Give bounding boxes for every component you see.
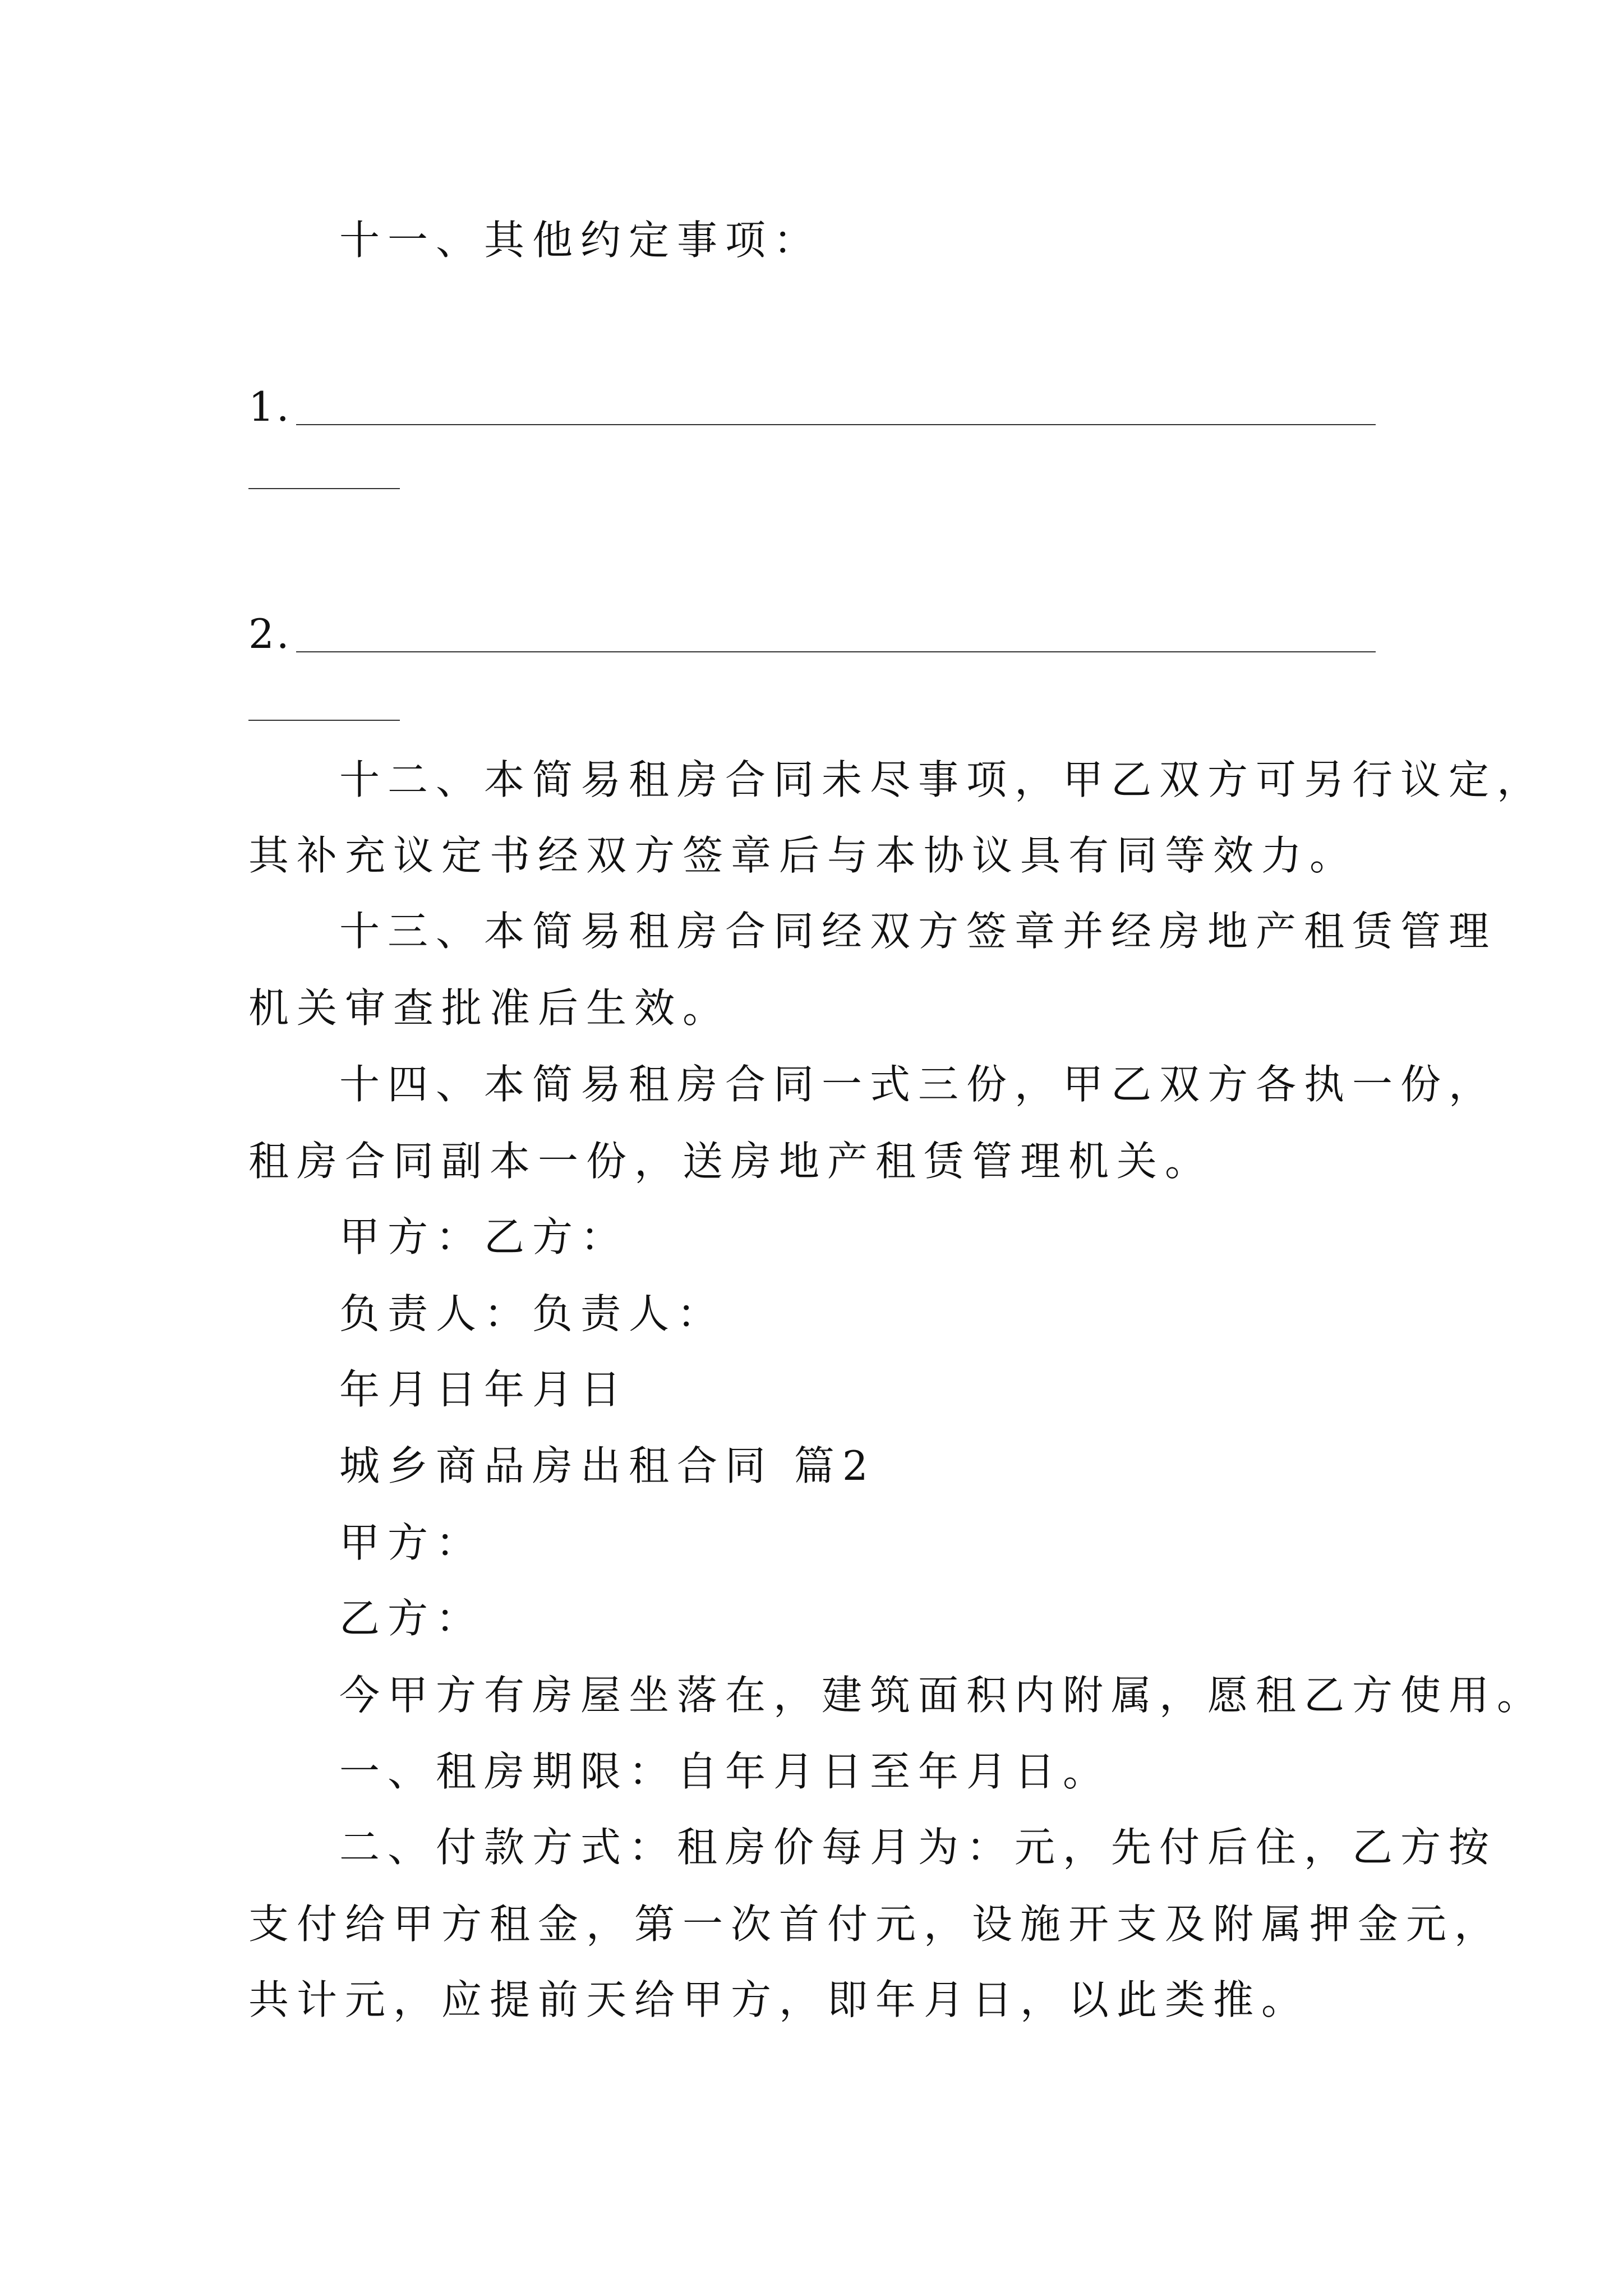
clause-payment-line-3: 共计元，应提前天给甲方，即年月日，以此类推。 (248, 1976, 1310, 2023)
blank-line-2[interactable] (248, 609, 1376, 659)
section-2-title: 城乡商品房出租合同 篇2 (339, 1442, 876, 1489)
property-intro: 今甲方有房屋坐落在，建筑面积内附属，愿租乙方使用。 (339, 1672, 1546, 1719)
signature-parties: 甲方：乙方： (339, 1213, 629, 1260)
clause-12-line-2: 其补充议定书经双方签章后与本协议具有同等效力。 (248, 832, 1358, 879)
signature-dates: 年月日年月日 (339, 1366, 629, 1413)
clause-13-line-2: 机关审查批准后生效。 (248, 984, 731, 1032)
fill-in-rule (296, 424, 1376, 425)
clause-payment-line-2: 支付给甲方租金，第一次首付元，设施开支及附属押金元， (248, 1901, 1503, 1948)
clause-14-line-2: 租房合同副本一份，送房地产租赁管理机关。 (248, 1138, 1214, 1185)
fill-in-rule-continuation (248, 720, 400, 721)
blank-line-1[interactable] (248, 381, 1376, 432)
party-b-label: 乙方： (339, 1595, 485, 1642)
fill-in-rule-continuation (248, 488, 400, 489)
clause-13-line-1: 十三、本简易租房合同经双方签章并经房地产租赁管理 (339, 908, 1497, 955)
clause-14-line-1: 十四、本简易租房合同一式三份，甲乙双方各执一份， (339, 1061, 1497, 1108)
blank-number-2: 2. (248, 610, 292, 657)
clause-payment-line-1: 二、付款方式：租房价每月为：元，先付后住，乙方按 (339, 1824, 1497, 1871)
party-a-label: 甲方： (339, 1519, 485, 1566)
clause-term: 一、租房期限：自年月日至年月日。 (339, 1748, 1112, 1795)
blank-number-1: 1. (248, 383, 292, 430)
fill-in-rule (296, 651, 1376, 652)
clause-12-line-1: 十二、本简易租房合同未尽事项，甲乙双方可另行议定， (339, 756, 1546, 803)
signature-responsible: 负责人：负责人： (339, 1290, 726, 1337)
section-heading-11: 十一、其他约定事项： (339, 217, 822, 264)
